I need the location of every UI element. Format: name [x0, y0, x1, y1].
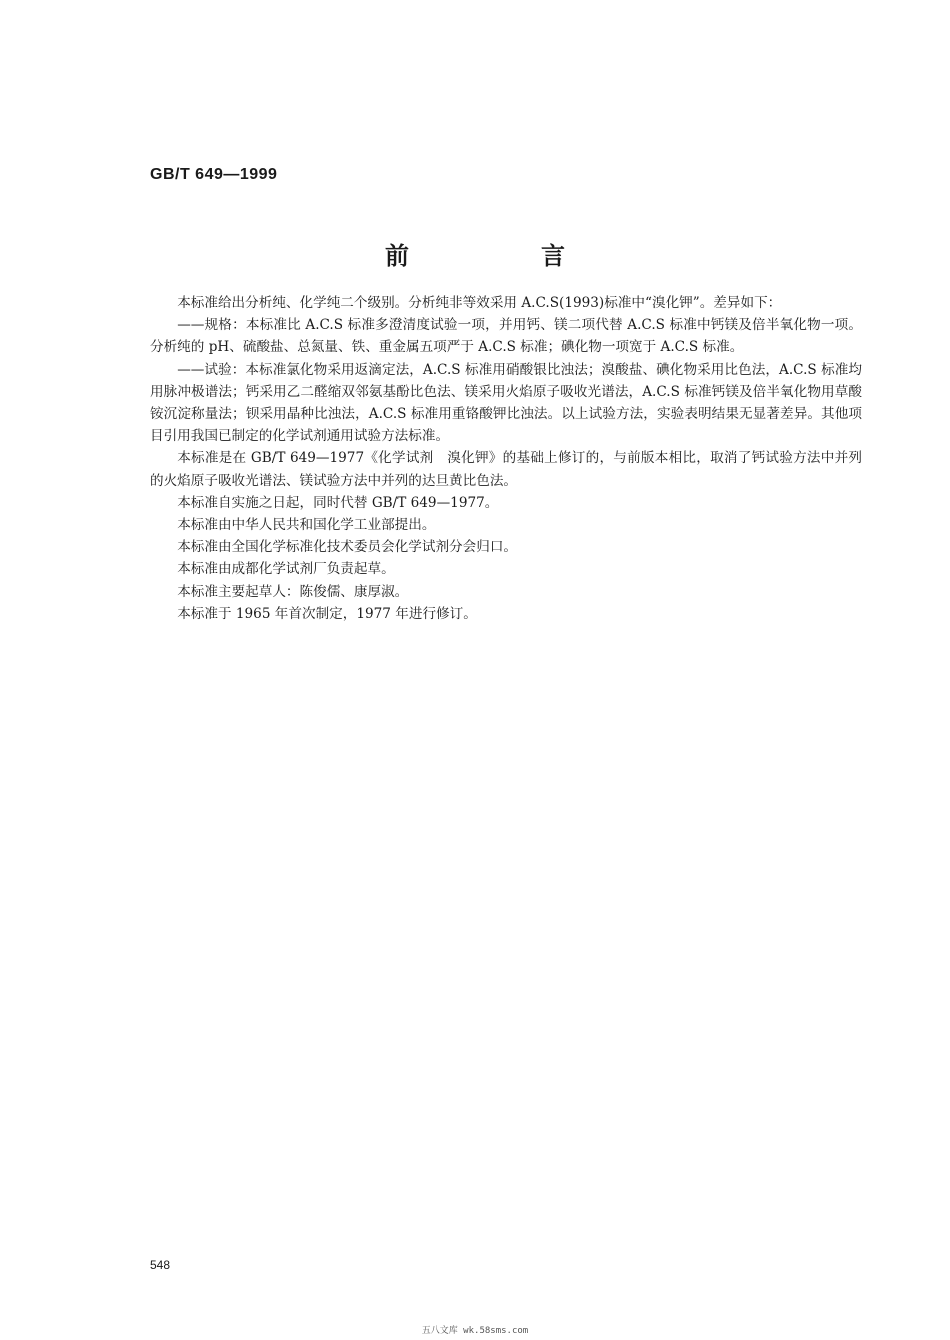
paragraph: ——规格：本标准比 A.C.S 标准多澄清度试验一项，并用钙、镁二项代替 A.C.S 标准中钙镁及倍半氧化物一项。分析纯的 pH、硫酸盐、总氮量、铁、重金属五项严于 A.C.S 标准；碘化物一项宽于 A.C.S 标准。 — [150, 317, 862, 356]
paragraph: 本标准自实施之日起，同时代替 GB/T 649—1977。 — [177, 494, 499, 511]
paragraph: 本标准主要起草人：陈俊儒、康厚淑。 — [177, 583, 409, 600]
watermark-text: 五八文库 wk.58sms.com — [421, 1326, 529, 1336]
paragraph: 本标准由中华人民共和国化学工业部提出。 — [177, 517, 436, 534]
paragraph: ——试验：本标准氯化物采用返滴定法，A.C.S 标准用硝酸银比浊法；溴酸盐、碘化物采用比色法，A.C.S 标准均用脉冲极谱法；钙采用乙二醛缩双邻氨基酚比色法、镁采用火焰原子吸收光谱法，A.C.S 标准钙镁及倍半氧化物用草酸铵沉淀称量法；钡采用晶种比浊法，A.C.S 标准用重铬酸钾比浊法。以上试验方法，实验表明结果无显著差异。其他项目引用我国已制定的化学试剂通用试验方法标准。 — [150, 361, 862, 445]
standard-code: GB/T 649—1999 — [150, 166, 278, 183]
page-number: 548 — [150, 1258, 171, 1272]
paragraph: 本标准是在 GB/T 649—1977《化学试剂 溴化钾》的基础上修订的，与前版本相比，取消了钙试验方法中并列的火焰原子吸收光谱法、镁试验方法中并列的达旦黄比色法。 — [150, 450, 862, 489]
paragraph: 本标准由全国化学标准化技术委员会化学试剂分会归口。 — [177, 539, 518, 556]
paragraph: 本标准给出分析纯、化学纯二个级别。分析纯非等效采用 A.C.S(1993)标准中“溴化钾”。差异如下： — [177, 295, 782, 311]
foreword-body — [150, 292, 862, 625]
paragraph: 本标准于 1965 年首次制定，1977 年进行修订。 — [177, 605, 477, 622]
page-title: 前 言 — [385, 242, 619, 270]
paragraph: 本标准由成都化学试剂厂负责起草。 — [177, 561, 395, 578]
